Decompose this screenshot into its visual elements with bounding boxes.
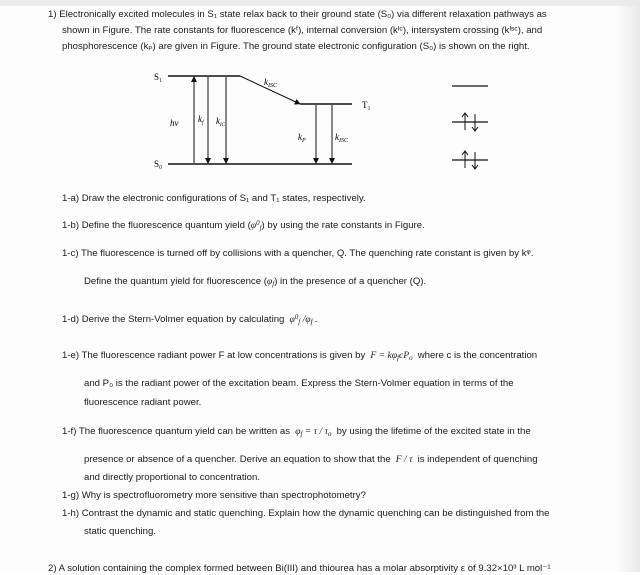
isc-arrow-top [240,76,298,103]
quantum-yield-lifetime-equation: $\varphi_f = \tau / \tau_o$ [292,426,332,438]
s0-label: S₀ [154,159,163,169]
question-1f-line-2: presence or absence of a quencher. Derive an equation to show that the F / τ is independent of quenching [84,454,538,465]
problem-2-cut-line: 2) A solution containing the complex formed between Bi(III) and thiourea has a molar absorptivity ε of 9.32×10³ L mol⁻¹ [48,563,551,574]
question-1e-line-1: 1-e) The fluorescence radiant power F at low concentrations is given by $F = k\varphi_fcP_o$ where c is the concentration [62,350,538,362]
question-1f-line-1: 1-f) The fluorescence quantum yield can be written as $\varphi_f = \tau / \tau_o$ by using the lifetime of the excited state in the [62,426,531,438]
intro-line-2: shown in Figure. The rate constants for fluorescence (kᶠ), internal conversion (kᴵᶜ), intersystem crossing (kᴵˢᶜ), and [62,24,543,36]
question-1b: 1-b) Define the fluorescence quantum yield $(\varphi^0_f)$ by using the rate constants in Figure. [62,219,425,232]
right-edge-shadow [616,0,640,572]
question-1e-line-2: and P₀ is the radiant power of the excitation beam. Express the Stern-Volmer equation in terms of the [84,378,514,389]
question-1g: 1-g) Why is spectrofluorometry more sensitive than spectrophotometry? [62,490,366,501]
question-1h-line-2: static quenching. [84,526,156,537]
t1-label: T₁ [362,100,371,110]
ground-state-configuration [448,76,494,172]
fluorescence-power-equation: $F = k\varphi_fcP_o$ [367,350,413,362]
kp-label: $k_P$ [298,132,306,144]
question-1c-line-2: Define the quantum yield for fluorescence $(\varphi_f)$ in the presence of a quencher (Q). [84,276,427,288]
intro-line-1: 1) Electronically excited molecules in S₁ state relax back to their ground state (S₀) via different relaxation pathways as [48,9,547,20]
question-1f-line-3: and directly proportional to concentration. [84,472,260,483]
problem-1-intro [48,9,600,57]
kisc-bottom-label: $k_{ISC}$ [335,132,348,144]
phi-ratio-expression: $\varphi^0_f$ $/\varphi_f$ . [287,313,318,326]
jablonski-diagram [140,66,400,178]
top-shadow [0,0,640,6]
question-1h-line-1: 1-h) Contrast the dynamic and static quenching. Explain how the dynamic quenching can be distinguished from the [62,508,550,519]
intro-line-3: phosphorescence (kₚ) are given in Figure. The ground state electronic configuration (S₀) is shown on the right. [62,40,530,52]
question-1e-line-3: fluorescence radiant power. [84,397,202,408]
f-over-tau-expression: F / τ [393,454,415,465]
kisc-top-label: $k_{ISC}$ [264,77,277,89]
phi-f-symbol: $\varphi_f$ [266,276,275,288]
kf-label: $k_f$ [198,114,204,126]
kic-label: $k_{IC}$ [216,116,225,128]
question-1a: 1-a) Draw the electronic configurations of S₁ and T₁ states, respectively. [62,193,366,204]
question-1d: 1-d) Derive the Stern-Volmer equation by calculating $\varphi^0_f$ $/\varphi_f$ . [62,313,318,326]
hv-label: hv [170,118,179,128]
s1-label: S₁ [154,72,163,82]
question-1c-line-1: 1-c) The fluorescence is turned off by collisions with a quencher, Q. The quenching rate constant is given by kᵠ. [62,248,534,259]
phi-f0-symbol: $\varphi^0_f$ [250,219,262,232]
